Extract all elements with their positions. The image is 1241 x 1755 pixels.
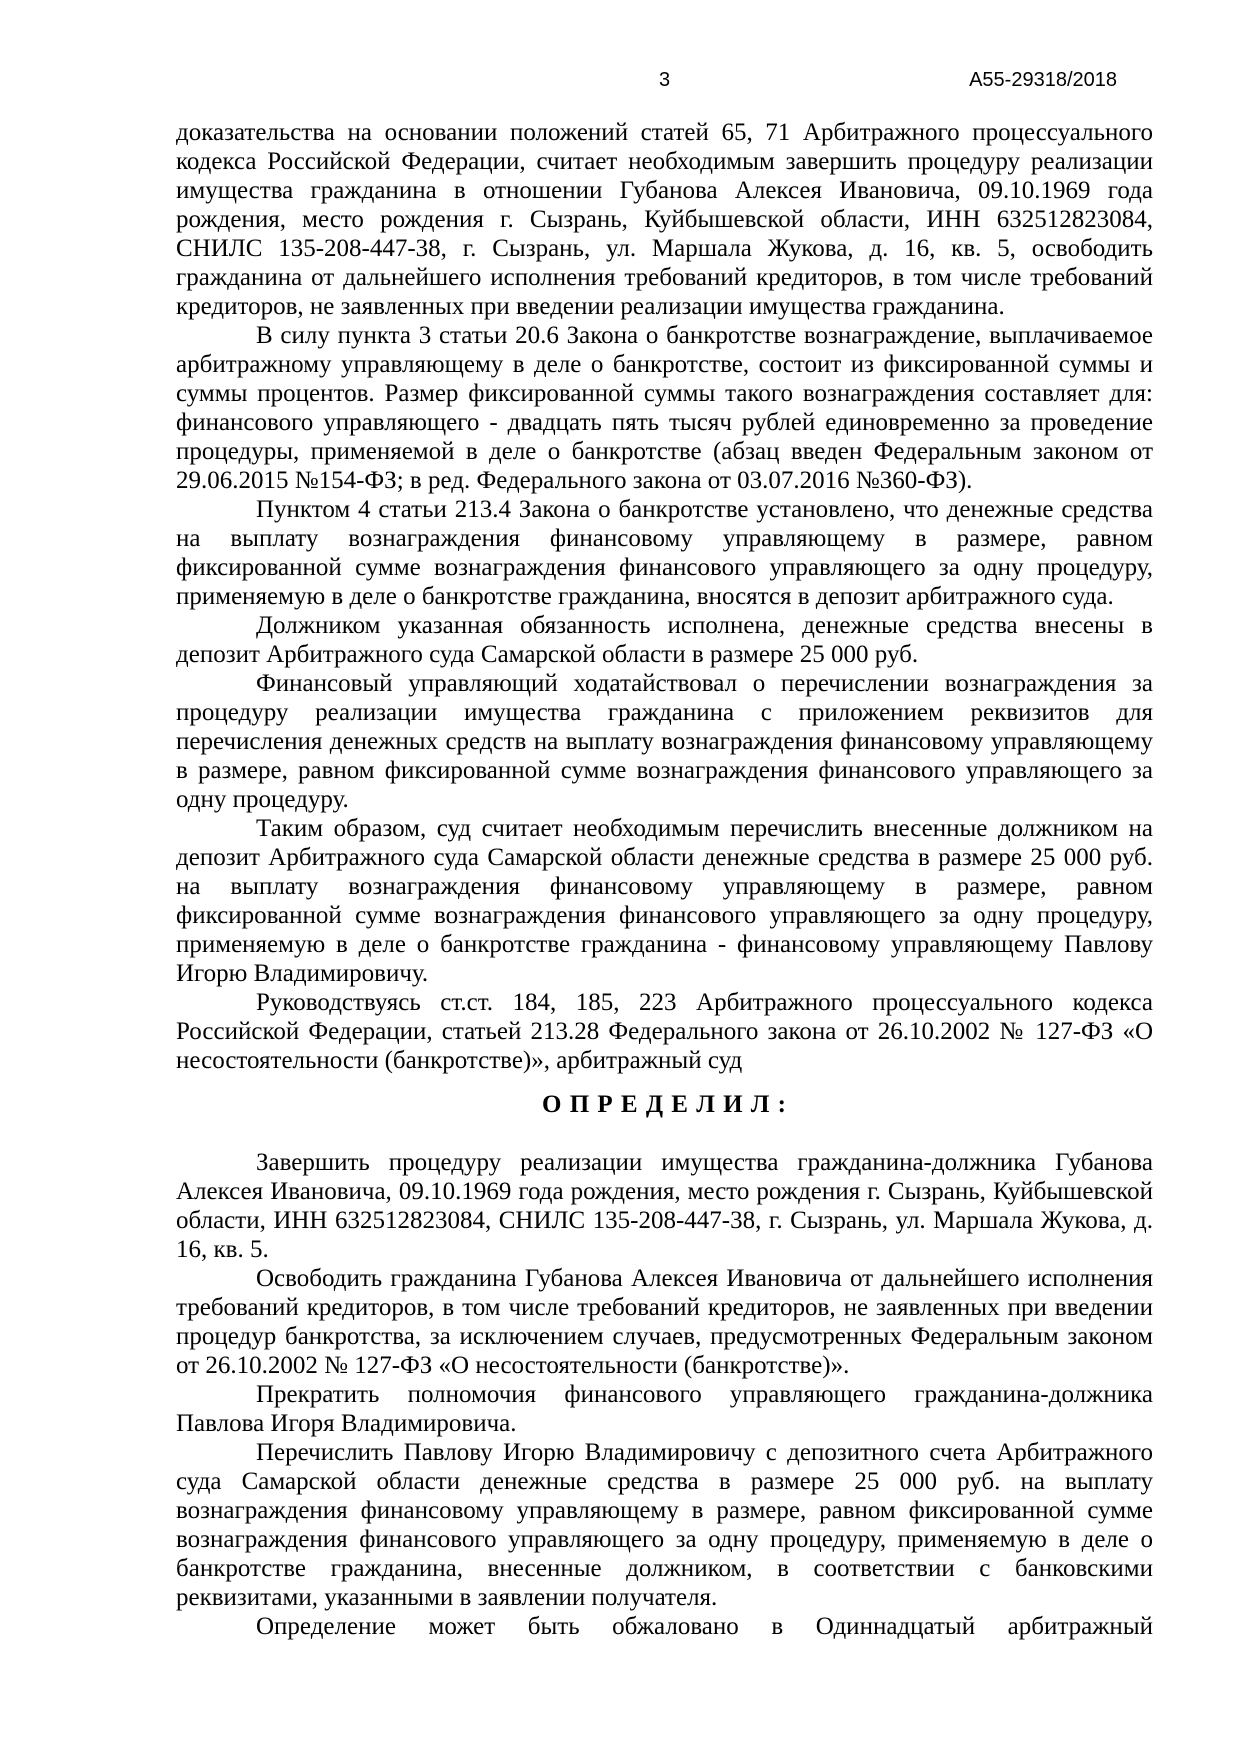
paragraph-deposit-law-213-4: Пунктом 4 статьи 213.4 Закона о банкротстве установлено, что денежные средства на выплату вознаграждения финансовому управляющему в размере, равном фиксированной сумме вознаграждения финансового управляющего за одну процедуру, применяемую в деле о банкротстве гражданина, вносятся в депозит арбитражного суда. [176, 496, 1153, 610]
paragraph-resolution-release-debtor: Освободить гражданина Губанова Алексея Ивановича от дальнейшего исполнения требований кредиторов, в том числе требований кредиторов, не заявленных при введении процедур банкротства, за исключением случаев, предусмотренных Федеральным законом от 26.10.2002 № 127-ФЗ «О несостоятельности (банкротстве)». [176, 1265, 1153, 1379]
paragraph-court-conclusion: Таким образом, суд считает необходимым перечислить внесенные должником на депозит Арбитражного суда Самарской области денежные средства в размере 25 000 руб. на выплату вознаграждения финансовому управляющему в размере, равном фиксированной сумме вознаграждения финансового управляющего за одну процедуру, применяемую в деле о банкротстве гражданина - финансовому управляющему Павлову Игорю Владимировичу. [176, 815, 1153, 987]
paragraph-continuation-complete-procedure: доказательства на основании положений статей 65, 71 Арбитражного процессуального кодекса Российской Федерации, считает необходимым завершить процедуру реализации имущества гражданина в отношении Губанова Алексея Ивановича, 09.10.1969 года рождения, место рождения г. Сызрань, Куйбышевской области, ИНН 632512823084, СНИЛС 135-208-447-38, г. Сызрань, ул. Маршала Жукова, д. 16, кв. 5, освободить гражданина от дальнейшего исполнения требований кредиторов, в том числе требований кредиторов, не заявленных при введении реализации имущества гражданина. [176, 119, 1153, 320]
paragraph-deposit-paid: Должником указанная обязанность исполнена, денежные средства внесены в депозит Арбитражного суда Самарской области в размере 25 000 руб. [176, 612, 1153, 668]
paragraph-ruling-basis: Руководствуясь ст.ст. 184, 185, 223 Арбитражного процессуального кодекса Российской Федерации, статьей 213.28 Федерального закона от 26.10.2002 № 127-ФЗ «О несостоятельности (банкротстве)», арбитражный суд [176, 989, 1153, 1074]
paragraph-appeal-notice: Определение может быть обжаловано в Одиннадцатый арбитражный [256, 1613, 1153, 1640]
page-number: 3 [658, 69, 671, 91]
document-body [176, 118, 1153, 1641]
paragraph-resolution-complete-procedure: Завершить процедуру реализации имущества гражданина-должника Губанова Алексея Ивановича, 09.10.1969 года рождения, место рождения г. Сызрань, Куйбышевской области, ИНН 632512823084, СНИЛС 135-208-447-38, г. Сызрань, ул. Маршала Жукова, д. 16, кв. 5. [176, 1149, 1153, 1263]
paragraph-resolution-terminate-powers: Прекратить полномочия финансового управляющего гражданина-должника Павлова Игоря Владимировича. [176, 1381, 1153, 1437]
case-number: А55-29318/2018 [969, 69, 1117, 91]
paragraph-manager-motion: Финансовый управляющий ходатайствовал о перечислении вознаграждения за процедуру реализации имущества гражданина с приложением реквизитов для перечисления денежных средств на выплату вознаграждения финансовому управляющему в размере, равном фиксированной сумме вознаграждения финансового управляющего за одну процедуру. [176, 670, 1153, 813]
paragraph-fee-law-20-6: В силу пункта 3 статьи 20.6 Закона о банкротстве вознаграждение, выплачиваемое арбитражному управляющему в деле о банкротстве, состоит из фиксированной суммы и суммы процентов. Размер фиксированной суммы такого вознаграждения составляет для: финансового управляющего - двадцать пять тысяч рублей единовременно за проведение процедуры, применяемой в деле о банкротстве (абзац введен Федеральным законом от 29.06.2015 №154-ФЗ; в ред. Федерального закона от 03.07.2016 №360-ФЗ). [176, 322, 1153, 494]
resolution-heading: О П Р Е Д Е Л И Л : [542, 1091, 787, 1118]
paragraph-resolution-transfer-funds: Перечислить Павлову Игорю Владимировичу с депозитного счета Арбитражного суда Самарской области денежные средства в размере 25 000 руб. на выплату вознаграждения финансовому управляющему в размере, равном фиксированной сумме вознаграждения финансового управляющего за одну процедуру, применяемую в деле о банкротстве гражданина, внесенные должником, в соответствии с банковскими реквизитами, указанными в заявлении получателя. [176, 1439, 1153, 1611]
page-header [176, 68, 1153, 94]
